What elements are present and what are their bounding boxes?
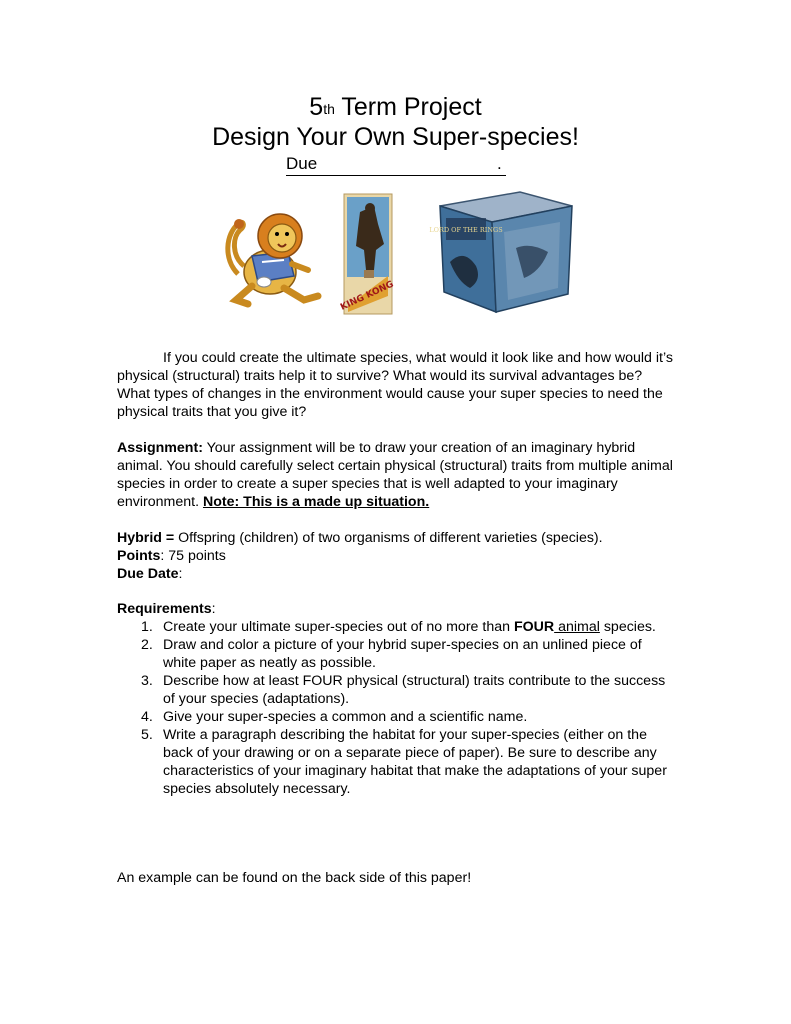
assignment-paragraph	[117, 439, 677, 511]
requirements-section	[117, 600, 677, 798]
due-blank-line	[286, 175, 506, 176]
list-item	[117, 726, 677, 798]
points-text: : 75 points	[160, 548, 226, 564]
hybrid-definition	[117, 529, 677, 547]
item-number: 3.	[141, 673, 153, 689]
list-item	[117, 708, 677, 726]
item-text: Draw and color a picture of your hybrid super-species on an unlined piece of white paper as neatly as possible.	[163, 637, 642, 671]
king-kong-poster-image	[338, 194, 396, 314]
list-item	[117, 672, 677, 708]
points-label: Points	[117, 548, 161, 564]
item-number: 4.	[141, 709, 153, 725]
assignment-label: Assignment:	[117, 440, 203, 456]
requirements-label: Requirements	[117, 601, 212, 617]
svg-text:LORD OF THE RINGS: LORD OF THE RINGS	[429, 226, 503, 234]
item-number: 1.	[141, 619, 153, 635]
due-label: Due	[286, 154, 318, 173]
lord-of-the-rings-box-image	[430, 192, 574, 314]
assignment-note: Note: This is a made up situation.	[202, 494, 430, 510]
due-date-label: Due Date	[117, 566, 179, 582]
item-text-end: species.	[599, 619, 656, 635]
assignment-text: Your assignment will be to draw your creation of an imaginary hybrid animal. You should carefully select certain physical (structural) traits from multiple animal species in order to create a super species that is well adapted to your imaginary environment.	[117, 440, 673, 510]
title-rest: Term Project	[334, 93, 482, 121]
page-title	[0, 92, 791, 122]
svg-text:KING KONG: KING KONG	[338, 279, 396, 313]
item-bold: FOUR	[513, 619, 555, 635]
item-text: Describe how at least FOUR physical (structural) traits contribute to the success of your species (adaptations).	[163, 673, 666, 707]
footer-note: An example can be found on the back side of this paper!	[117, 870, 472, 886]
due-date-line	[117, 565, 677, 583]
due-date-text: :	[178, 566, 183, 582]
item-text: Write a paragraph describing the habitat for your super-species (either on the back of your drawing or on a separate piece of paper). Be sure to describe any characteristics of your imaginary habitat that make the adaptations of your super species absolutely necessary.	[163, 727, 667, 797]
title-superscript: th	[323, 101, 335, 117]
item-number: 5.	[141, 727, 153, 743]
item-underline: animal	[554, 619, 600, 635]
requirements-list	[117, 618, 677, 798]
hybrid-text: Offspring (children) of two organisms of different varieties (species).	[174, 530, 603, 546]
list-item	[117, 636, 677, 672]
item-text: Create your ultimate super-species out of no more than	[163, 619, 514, 635]
page-subtitle: Design Your Own Super-species!	[212, 123, 579, 151]
intro-paragraph	[117, 349, 677, 421]
requirements-heading	[117, 600, 677, 618]
lion-mascot-image	[218, 204, 330, 312]
list-item	[117, 618, 677, 636]
requirements-colon: :	[211, 601, 216, 617]
definitions-block	[117, 529, 677, 583]
due-dot: .	[497, 154, 502, 173]
item-number: 2.	[141, 637, 153, 653]
points-line	[117, 547, 677, 565]
title-number: 5	[309, 93, 324, 121]
intro-text: If you could create the ultimate species, what would it look like and how would it’s physical (structural) traits help it to survive? What would its survival advantages be? What types of changes in the environment would cause your super species to need the physical traits that you give it?	[117, 350, 673, 420]
item-text: Give your super-species a common and a scientific name.	[163, 709, 528, 725]
hybrid-label: Hybrid =	[117, 530, 175, 546]
